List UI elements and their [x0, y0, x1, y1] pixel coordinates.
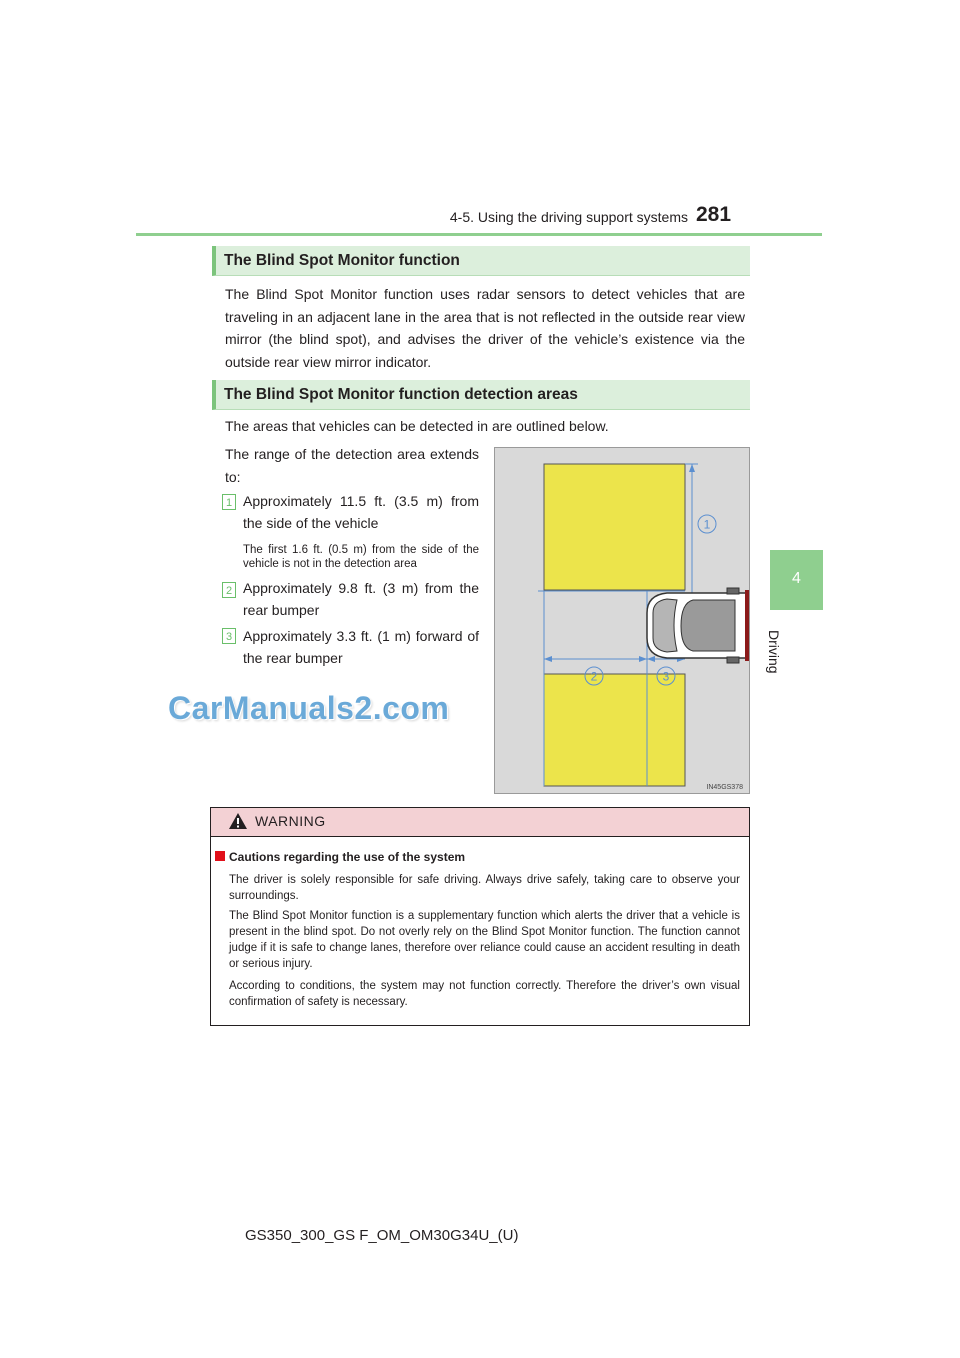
section1-paragraph: The Blind Spot Monitor function uses radar sensors to detect vehicles that are traveling in an adjacent lane in the area that is not reflected in the outside rear view mirror (the blind spot), and advises the driver of the vehicle’s existence via the outside rear view mirror indicator.	[225, 286, 745, 370]
item-note-1: The first 1.6 ft. (0.5 m) from the side of the vehicle is not in the detection area	[243, 544, 479, 570]
warning-paragraph-1: The driver is solely responsible for safe driving. Always drive safely, taking care to observe your surroundings.	[229, 874, 740, 902]
warning-paragraph-2: The Blind Spot Monitor function is a supplementary function which alerts the driver that a vehicle is present in the blind spot. Do not overly rely on the Blind Spot Monitor function. The function cannot judge if it is safe to change lanes, therefore over reliance could cause an accident resulting in death or serious injury.	[229, 910, 740, 970]
page-number: 281	[696, 203, 732, 226]
item-text-3: Approximately 3.3 ft. (1 m) forward of the rear bumper	[243, 628, 479, 666]
section-heading-text: The Blind Spot Monitor function	[224, 252, 460, 269]
warning-triangle-icon	[228, 812, 248, 830]
image-code: IN45GS378	[706, 784, 743, 791]
item-number-3: 3	[222, 628, 236, 644]
document-code-footer: GS350_300_GS F_OM_OM30G34U_(U)	[245, 1227, 519, 1244]
section-heading-detection-areas	[212, 380, 750, 410]
detection-area-svg	[495, 448, 749, 793]
header-rule	[136, 233, 822, 236]
vehicle-icon	[647, 588, 749, 663]
range-intro: The range of the detection area extends to:	[225, 446, 479, 485]
item-number-1: 1	[222, 494, 236, 510]
callout-label-3: 3	[662, 669, 670, 684]
arrow-head-icon	[544, 656, 552, 662]
arrow-head-icon	[689, 464, 695, 472]
warning-title: WARNING	[255, 813, 326, 829]
detection-area-diagram	[494, 447, 750, 794]
detection-zone-side	[544, 464, 685, 590]
item-text-2: Approximately 9.8 ft. (3 m) from the rear bumper	[243, 580, 479, 618]
watermark: CarManuals2.com	[168, 690, 450, 726]
section-heading-text: The Blind Spot Monitor function detection areas	[224, 386, 578, 403]
detection-zone-rear	[544, 674, 685, 786]
warning-bullet-title: Cautions regarding the use of the system	[229, 850, 466, 864]
section-heading-blind-spot-monitor	[212, 246, 750, 276]
chapter-number: 4	[792, 570, 801, 587]
bullet-square-icon	[215, 851, 225, 861]
item-number-2: 2	[222, 582, 236, 598]
callout-label-1: 1	[703, 517, 711, 532]
callout-label-2: 2	[590, 669, 598, 684]
arrow-head-icon	[647, 656, 655, 662]
warning-paragraph-3: According to conditions, the system may not function correctly. Therefore the driver’s own visual confirmation of safety is necessary.	[229, 980, 740, 1008]
section2-intro: The areas that vehicles can be detected in are outlined below.	[225, 418, 609, 434]
chapter-label: Driving	[766, 630, 782, 674]
arrow-head-icon	[639, 656, 647, 662]
item-text-1: Approximately 11.5 ft. (3.5 m) from the side of the vehicle	[243, 493, 479, 531]
header-section-title: 4-5. Using the driving support systems	[449, 209, 688, 225]
